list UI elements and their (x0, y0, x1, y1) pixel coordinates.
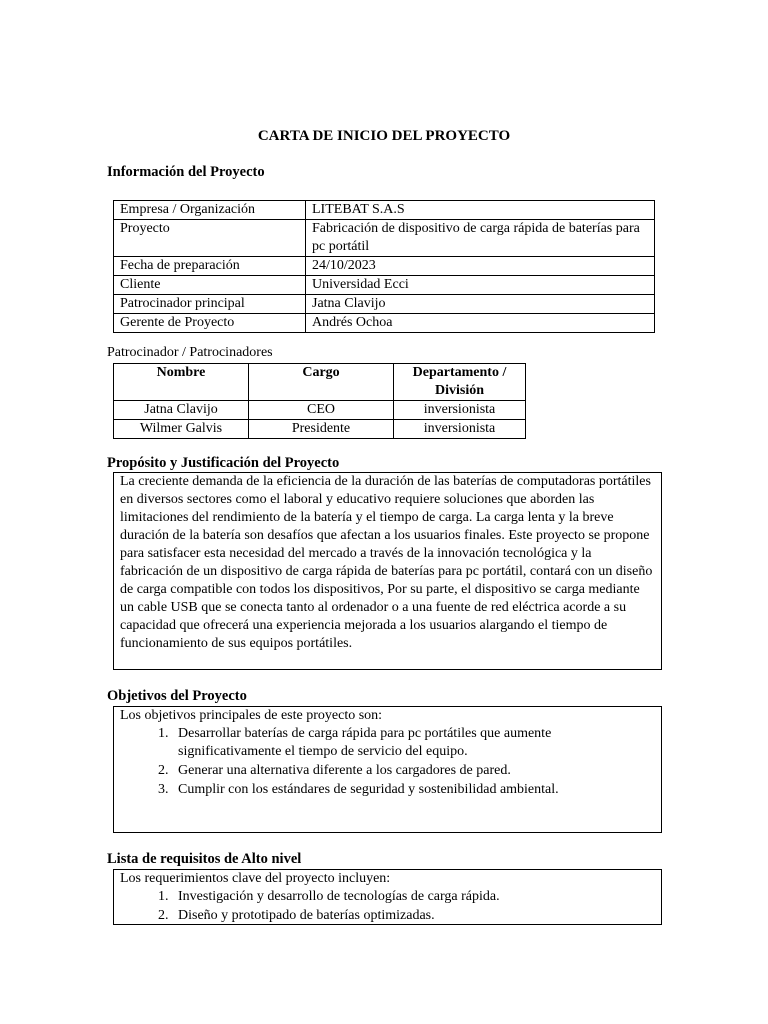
info-value: 24/10/2023 (306, 257, 655, 276)
project-info-heading: Información del Proyecto (107, 164, 265, 180)
objectives-intro: Los objetivos principales de este proyecto son: (120, 708, 383, 723)
table-row (114, 276, 655, 295)
list-item: 2. Generar una alternativa diferente a los cargadores de pared. (172, 762, 655, 780)
sponsor-role: CEO (249, 401, 394, 420)
info-key: Fecha de preparación (114, 257, 306, 276)
info-value: Andrés Ochoa (306, 314, 655, 333)
table-row (114, 420, 526, 439)
table-row (114, 295, 655, 314)
table-header-row (114, 364, 526, 401)
sponsor-department: inversionista (394, 420, 526, 439)
list-item: 3. Cumplir con los estándares de seguridad y sostenibilidad ambiental. (172, 781, 655, 799)
sponsor-name: Jatna Clavijo (114, 401, 249, 420)
info-value: LITEBAT S.A.S (306, 201, 655, 220)
purpose-heading: Propósito y Justificación del Proyecto (107, 455, 340, 471)
info-value: Fabricación de dispositivo de carga rápida de baterías para pc portátil (306, 220, 655, 257)
info-value: Jatna Clavijo (306, 295, 655, 314)
table-row (114, 257, 655, 276)
objectives-box (113, 706, 662, 833)
info-key: Cliente (114, 276, 306, 295)
info-key: Patrocinador principal (114, 295, 306, 314)
column-header: Departamento / División (394, 364, 526, 401)
sponsors-table (113, 363, 526, 439)
requirements-list (120, 888, 655, 925)
info-key: Proyecto (114, 220, 306, 257)
document-title: CARTA DE INICIO DEL PROYECTO (257, 128, 511, 144)
table-row (114, 201, 655, 220)
list-item: 2. Diseño y prototipado de baterías optimizadas. (172, 907, 655, 925)
table-row (114, 314, 655, 333)
list-item: 1. Investigación y desarrollo de tecnologías de carga rápida. (172, 888, 655, 906)
column-header: Cargo (249, 364, 394, 401)
info-key: Gerente de Proyecto (114, 314, 306, 333)
sponsor-role: Presidente (249, 420, 394, 439)
sponsor-name: Wilmer Galvis (114, 420, 249, 439)
purpose-box (113, 472, 662, 670)
list-item: 1. Desarrollar baterías de carga rápida para pc portátiles que aumente significativamente el tiempo de servicio del equipo. (172, 725, 655, 761)
table-row (114, 401, 526, 420)
objectives-heading: Objetivos del Proyecto (107, 688, 247, 704)
sponsor-department: inversionista (394, 401, 526, 420)
requirements-box (113, 869, 662, 925)
info-value: Universidad Ecci (306, 276, 655, 295)
project-info-table (113, 200, 655, 333)
sponsors-label: Patrocinador / Patrocinadores (107, 345, 273, 360)
column-header: Nombre (114, 364, 249, 401)
objectives-list (120, 725, 655, 799)
table-row (114, 220, 655, 257)
info-key: Empresa / Organización (114, 201, 306, 220)
requirements-intro: Los requerimientos clave del proyecto incluyen: (120, 871, 391, 886)
purpose-text: La creciente demanda de la eficiencia de la duración de las baterías de computadoras portátiles en diversos sectores como el laboral y educativo requiere soluciones que aborden las limitaciones del rendimiento de la batería y el tiempo de carga. La carga lenta y la breve duración de la batería son desafíos que afectan a los usuarios finales. Este proyecto se propone para satisfacer esta necesidad del mercado a través de la innovación tecnológica y la fabricación de un dispositivo de carga rápida de baterías para pc portátil, contará con un diseño de carga compatible con todos los dispositivos, Por su parte, el dispositivo se carga mediante un cable USB que se conecta tanto al ordenador o a una fuente de red eléctrica acorde a su capacidad que ofrecerá una experiencia mejorada a los usuarios alargando el tiempo de funcionamiento de sus equipos portátiles. (120, 474, 653, 651)
requirements-heading: Lista de requisitos de Alto nivel (107, 851, 302, 867)
